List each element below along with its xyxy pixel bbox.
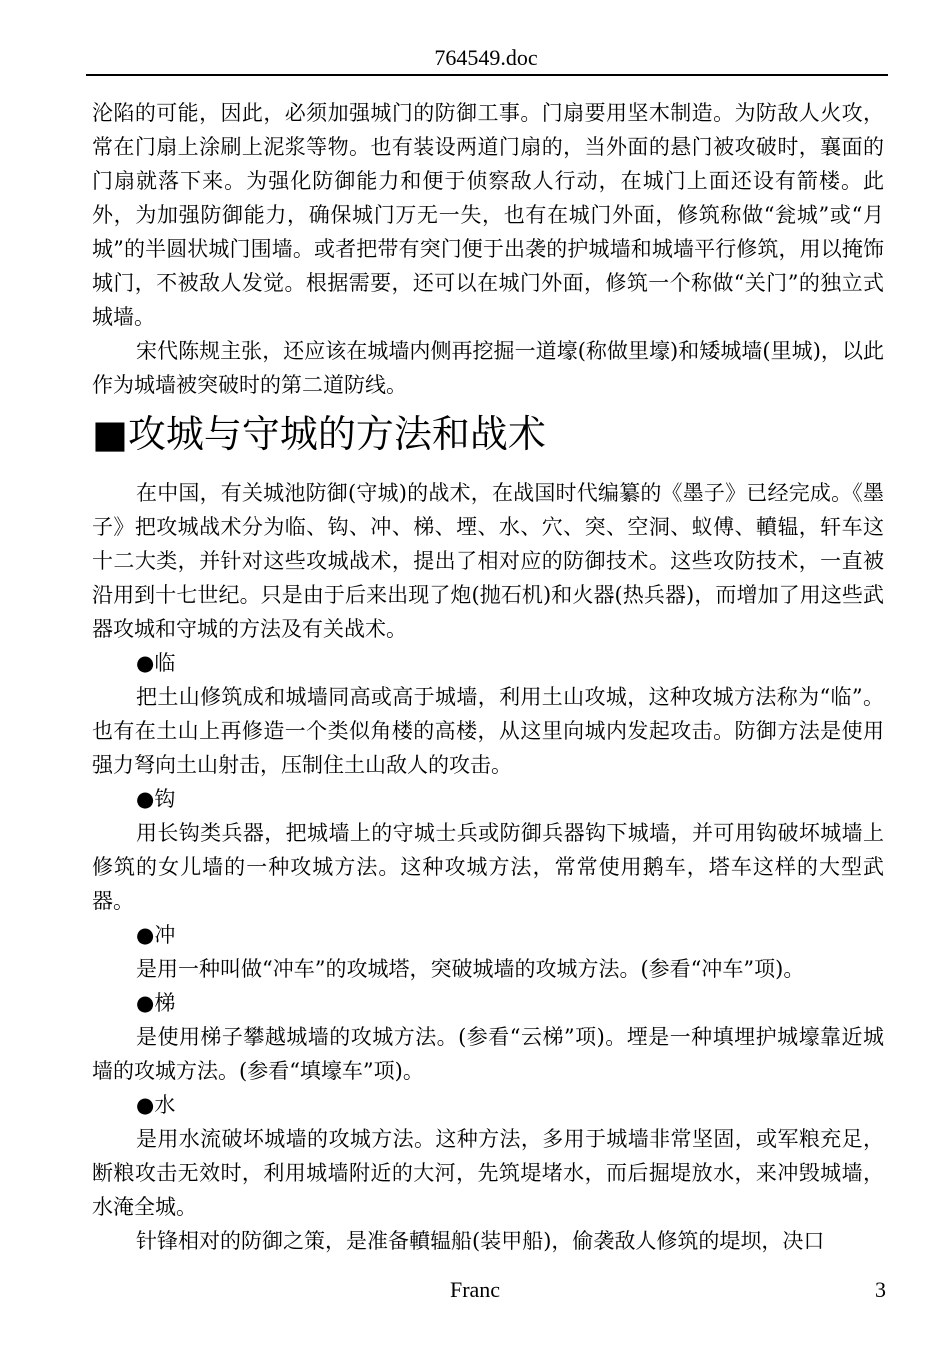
- bullet-heading-lin: ●临: [136, 651, 176, 675]
- paragraph: 针锋相对的防御之策，是准备轒辒船(装甲船)，偷袭敌人修筑的堤坝，决口: [136, 1229, 825, 1253]
- paragraph: 把土山修筑成和城墙同高或高于城墙，利用土山攻城，这种攻城方法称为“临”。也有在土山上再修造一个类似角楼的高楼，从这里向城内发起攻击。防御方法是使用强力弩向土山射击，压制住土山敌人的攻击。: [92, 685, 884, 777]
- bullet-heading-gou: ●钩: [136, 787, 176, 811]
- paragraph: 在中国，有关城池防御(守城)的战术，在战国时代编纂的《墨子》已经完成。《墨子》把攻城战术分为临、钩、冲、梯、堙、水、穴、突、空洞、蚁傅、轒辒，轩车这十二大类，并针对这些攻城战术，提出了相对应的防御技术。这些攻防技术，一直被沿用到十七世纪。只是由于后来出现了炮(抛石机)和火器(热兵器)，而增加了用这些武器攻城和守城的方法及有关战术。: [92, 481, 884, 641]
- document-body: [92, 96, 884, 1258]
- paragraph: 是用一种叫做“冲车”的攻城塔，突破城墙的攻城方法。(参看“冲车”项)。: [136, 957, 805, 981]
- paragraph: 用长钩类兵器，把城墙上的守城士兵或防御兵器钩下城墙，并可用钩破坏城墙上修筑的女儿墙的一种攻城方法。这种攻城方法，常常使用鹅车，塔车这样的大型武器。: [92, 821, 884, 913]
- bullet-heading-ti: ●梯: [136, 991, 176, 1015]
- paragraph: 是用水流破坏城墙的攻城方法。这种方法，多用于城墙非常坚固，或军粮充足，断粮攻击无效时，利用城墙附近的大河，先筑堤堵水，而后掘堤放水，来冲毁城墙，水淹全城。: [92, 1127, 884, 1219]
- header-rule: [86, 74, 888, 76]
- paragraph: 是使用梯子攀越城墙的攻城方法。(参看“云梯”项)。堙是一种填埋护城壕靠近城墙的攻城方法。(参看“填壕车”项)。: [92, 1025, 884, 1083]
- bullet-heading-shui: ●水: [136, 1093, 176, 1117]
- section-spacer: [92, 460, 884, 476]
- section-heading: ■攻城与守城的方法和战术: [92, 412, 546, 456]
- paragraph: 沦陷的可能，因此，必须加强城门的防御工事。门扇要用坚木制造。为防敌人火攻，常在门扇上涂刷上泥浆等物。也有装设两道门扇的，当外面的悬门被攻破时，襄面的门扇就落下来。为强化防御能力和便于侦察敌人行动，在城门上面还设有箭楼。此外，为加强防御能力，确保城门万无一失，也有在城门外面，修筑称做“瓮城”或“月城”的半圆状城门围墙。或者把带有突门便于出袭的护城墙和城墙平行修筑，用以掩饰城门，不被敌人发觉。根据需要，还可以在城门外面，修筑一个称做“关门”的独立式城墙。: [92, 101, 884, 329]
- page-number: 3: [875, 1277, 886, 1302]
- footer-label: Franc: [449, 1277, 501, 1302]
- paragraph: 宋代陈规主张，还应该在城墙内侧再挖掘一道壕(称做里壕)和矮城墙(里城)，以此作为城墙被突破时的第二道防线。: [92, 339, 884, 397]
- page-header: 764549.doc: [434, 45, 538, 70]
- bullet-heading-chong: ●冲: [136, 923, 176, 947]
